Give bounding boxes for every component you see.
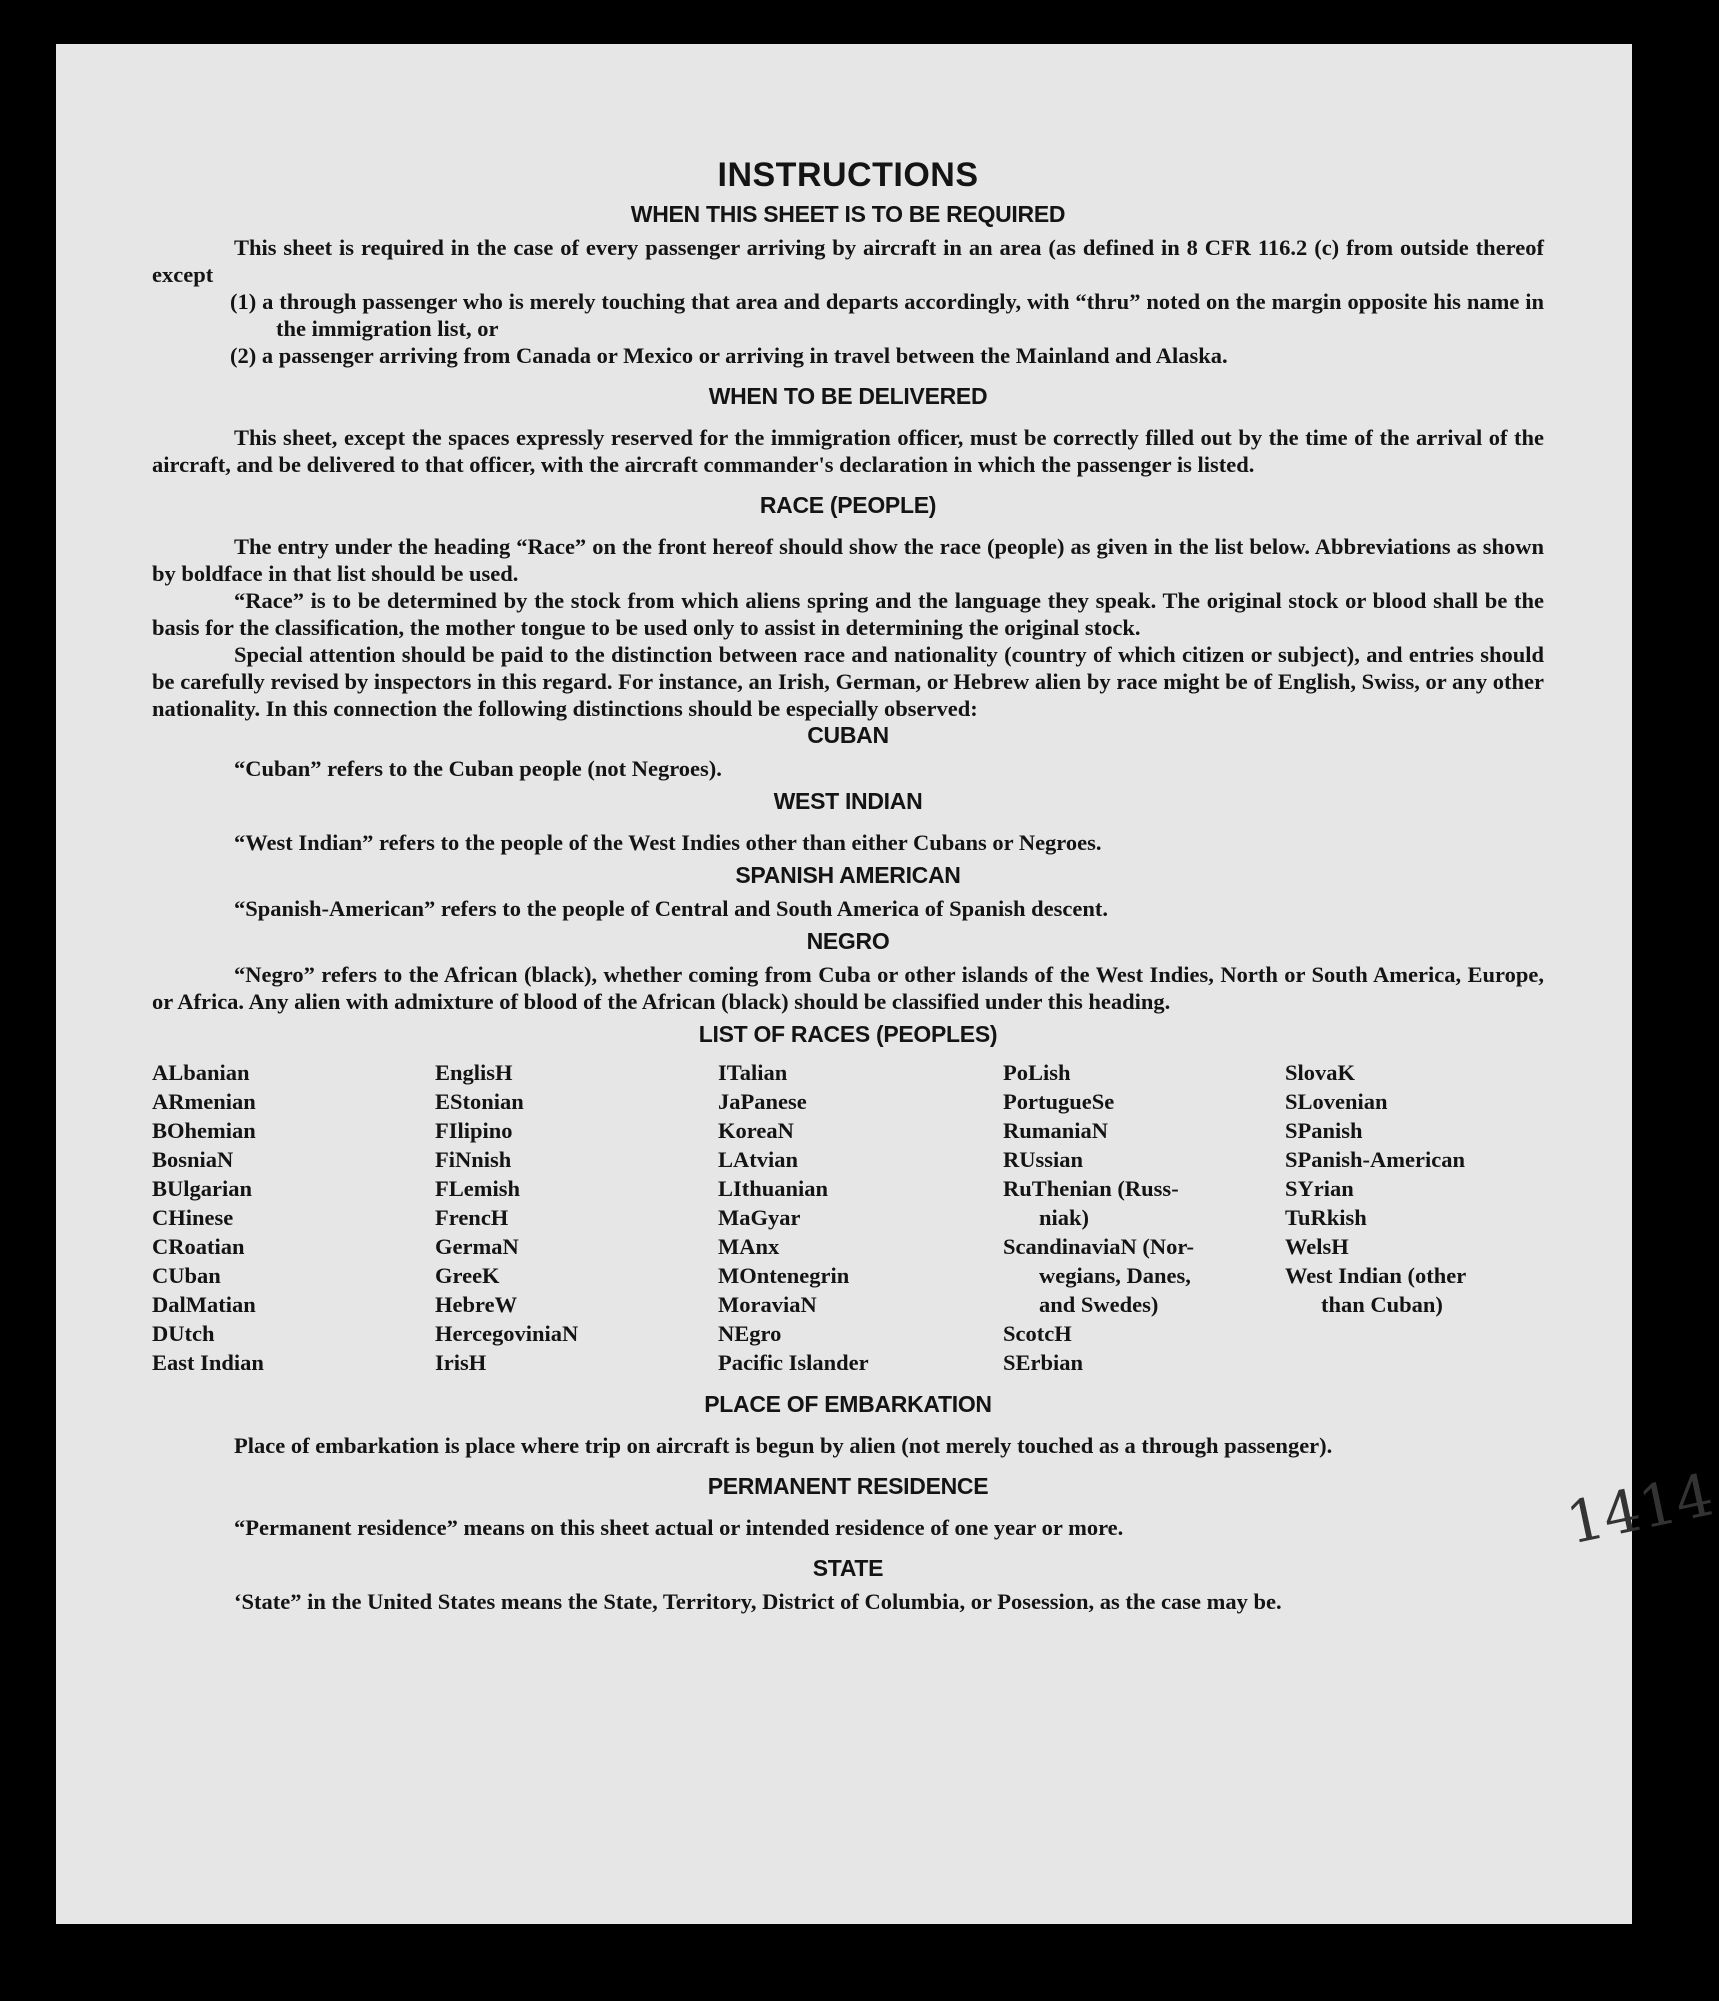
race-item: JaPanese	[718, 1089, 807, 1114]
race-item: ITalian	[718, 1060, 788, 1085]
race-item: BUlgarian	[152, 1176, 253, 1201]
section-heading: NEGRO	[806, 928, 890, 954]
race-item: ARmenian	[152, 1089, 256, 1114]
paragraph: The entry under the heading “Race” on the front hereof should show the race (people) as given in the list below. Abbreviations as shown by boldface in that list should be used.	[152, 534, 1544, 586]
race-column	[718, 1058, 1003, 1377]
race-column	[1285, 1058, 1525, 1377]
race-item: LAtvian	[718, 1147, 799, 1172]
section-heading: STATE	[812, 1555, 884, 1581]
race-item: MoraviaN	[718, 1292, 817, 1317]
section-heading: PLACE OF EMBARKATION	[704, 1391, 992, 1417]
race-item: HebreW	[435, 1292, 518, 1317]
race-item: West Indian (other	[1285, 1263, 1467, 1288]
race-item: MOntenegrin	[718, 1263, 850, 1288]
paragraph: “Spanish-American” refers to the people of Central and South America of Spanish descent.	[234, 896, 1108, 921]
race-item: NEgro	[718, 1321, 782, 1346]
race-item: wegians, Danes,	[1039, 1263, 1191, 1288]
race-item: EnglisH	[435, 1060, 513, 1085]
paragraph: Special attention should be paid to the distinction between race and nationality (country of which citizen or subject), and entries should be carefully revised by inspectors in this regard. For instance, an Irish, German, or Hebrew alien by race might be of English, Swiss, or any other nationality. In this connection the following distinctions should be especially observed:	[152, 642, 1544, 721]
paragraph: “Negro” refers to the African (black), whether coming from Cuba or other islands of the West Indies, North or South America, Europe, or Africa. Any alien with admixture of blood of the African (black) should be classified under this heading.	[152, 962, 1544, 1014]
race-item: SYrian	[1285, 1176, 1354, 1201]
race-item: FIlipino	[435, 1118, 513, 1143]
race-item: FrencH	[435, 1205, 509, 1230]
list-item: (2) a passenger arriving from Canada or Mexico or arriving in travel between the Mainland and Alaska.	[230, 343, 1228, 368]
race-item: CUban	[152, 1263, 221, 1288]
race-column	[1003, 1058, 1285, 1377]
race-item: RUssian	[1003, 1147, 1084, 1172]
race-item: niak)	[1039, 1205, 1090, 1230]
race-item: LIthuanian	[718, 1176, 829, 1201]
document-page	[56, 44, 1632, 1924]
race-item: CRoatian	[152, 1234, 245, 1259]
race-item: BOhemian	[152, 1118, 256, 1143]
race-item: MaGyar	[718, 1205, 801, 1230]
section-heading: WHEN TO BE DELIVERED	[708, 383, 988, 409]
paragraph: ‘State” in the United States means the State, Territory, District of Columbia, or Posession, as the case may be.	[234, 1589, 1282, 1614]
race-item: than Cuban)	[1321, 1292, 1443, 1317]
race-item: SPanish-American	[1285, 1147, 1465, 1172]
race-item: FiNnish	[435, 1147, 512, 1172]
race-item: WelsH	[1285, 1234, 1349, 1259]
race-item: RuThenian (Russ-	[1003, 1176, 1179, 1201]
race-item: SLovenian	[1285, 1089, 1388, 1114]
race-item: BosniaN	[152, 1147, 234, 1172]
race-item: SErbian	[1003, 1350, 1084, 1375]
race-item: PoLish	[1003, 1060, 1071, 1085]
race-item: IrisH	[435, 1350, 487, 1375]
race-column	[435, 1058, 718, 1377]
race-item: DUtch	[152, 1321, 215, 1346]
race-item: and Swedes)	[1039, 1292, 1159, 1317]
section-heading: SPANISH AMERICAN	[735, 862, 961, 888]
race-item: CHinese	[152, 1205, 234, 1230]
list-heading: LIST OF RACES (PEOPLES)	[698, 1021, 998, 1047]
race-item: DalMatian	[152, 1292, 256, 1317]
race-item: MAnx	[718, 1234, 780, 1259]
paragraph: “Cuban” refers to the Cuban people (not Negroes).	[234, 756, 722, 781]
page-title: INSTRUCTIONS	[717, 156, 979, 194]
race-item: ALbanian	[152, 1060, 250, 1085]
race-item: HercegoviniaN	[435, 1321, 579, 1346]
race-item: ScotcH	[1003, 1321, 1072, 1346]
race-item: Pacific Islander	[718, 1350, 869, 1375]
race-item: EStonian	[435, 1089, 524, 1114]
paragraph: “Permanent residence” means on this sheet actual or intended residence of one year or more.	[234, 1515, 1124, 1540]
race-item: FLemish	[435, 1176, 521, 1201]
section-heading: WEST INDIAN	[773, 788, 923, 814]
race-item: ScandinaviaN (Nor-	[1003, 1234, 1195, 1259]
paragraph: Place of embarkation is place where trip on aircraft is begun by alien (not merely touched as a through passenger).	[234, 1433, 1333, 1458]
handwritten-note: 1414	[1560, 1460, 1719, 1558]
section-heading: PERMANENT RESIDENCE	[707, 1473, 989, 1499]
section-heading: CUBAN	[807, 722, 889, 748]
paragraph: “Race” is to be determined by the stock from which aliens spring and the language they speak. The original stock or blood shall be the basis for the classification, the mother tongue to be used only to assist in determining the original stock.	[152, 588, 1544, 640]
race-item: PortugueSe	[1003, 1089, 1115, 1114]
section-heading: RACE (PEOPLE)	[759, 492, 937, 518]
race-column	[152, 1058, 435, 1377]
race-item: KoreaN	[718, 1118, 794, 1143]
race-item: SPanish	[1285, 1118, 1363, 1143]
paragraph: This sheet is required in the case of every passenger arriving by aircraft in an area (as defined in 8 CFR 116.2 (c) from outside thereof except	[152, 235, 1544, 287]
race-item: East Indian	[152, 1350, 264, 1375]
section-heading: WHEN THIS SHEET IS TO BE REQUIRED	[630, 201, 1066, 227]
race-list	[152, 1058, 1544, 1377]
race-item: TuRkish	[1285, 1205, 1367, 1230]
race-item: GreeK	[435, 1263, 500, 1288]
race-item: SlovaK	[1285, 1060, 1356, 1085]
race-item: RumaniaN	[1003, 1118, 1109, 1143]
paragraph: “West Indian” refers to the people of the West Indies other than either Cubans or Negroes.	[234, 830, 1102, 855]
paragraph: This sheet, except the spaces expressly reserved for the immigration officer, must be correctly filled out by the time of the arrival of the aircraft, and be delivered to that officer, with the aircraft commander's declaration in which the passenger is listed.	[152, 425, 1544, 477]
race-item: GermaN	[435, 1234, 519, 1259]
list-item: (1) a through passenger who is merely touching that area and departs accordingly, with “thru” noted on the margin opposite his name in the immigration list, or	[230, 289, 1544, 341]
